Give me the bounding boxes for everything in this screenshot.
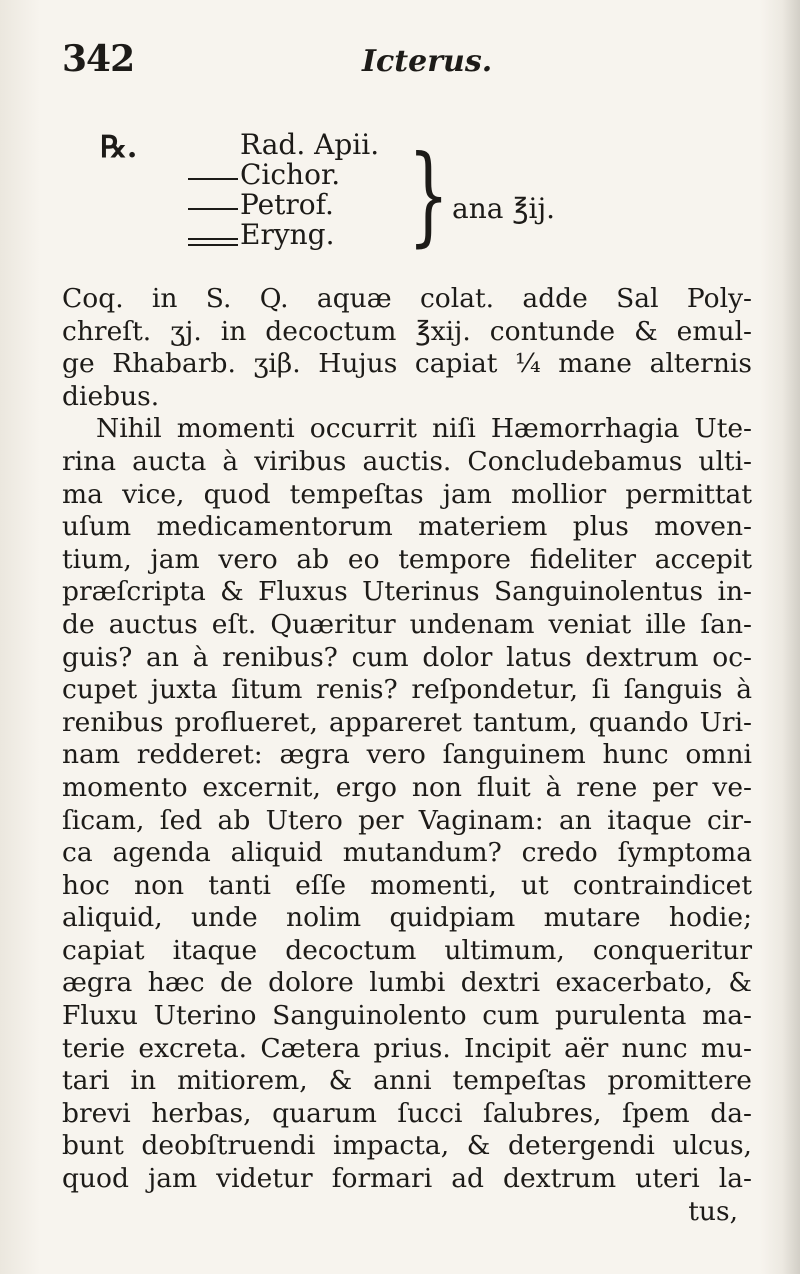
page-number: 342 — [62, 38, 135, 80]
ditto-dash — [188, 208, 238, 210]
recipe-quantity: ana ℥ij. — [452, 192, 556, 225]
text-line: chreſt. ʒj. in decoctum ℥xij. contunde & emul- — [62, 315, 752, 347]
ditto-dash — [188, 238, 238, 240]
text-line: tium, jam vero ab eo tempore fideliter accepit — [62, 543, 752, 575]
ditto-dash — [188, 244, 238, 246]
text-line: uſum medicamentorum materiem plus moven- — [62, 511, 752, 543]
text-line: tari in mitiorem, & anni tempeſtas promittere — [62, 1065, 752, 1097]
text-line: capiat itaque decoctum ultimum, conqueritur — [62, 934, 752, 966]
text-line: renibus proflueret, appareret tantum, quando Uri- — [62, 706, 752, 738]
text-line: ge Rhabarb. ʒiβ. Hujus capiat ¼ mane alternis — [62, 348, 752, 380]
text-line: quod jam videtur formari ad dextrum uteri la- — [62, 1163, 752, 1195]
text-line: terie excreta. Cætera prius. Incipit aër nunc mu- — [62, 1032, 752, 1064]
recipe-item: Petrof. — [240, 188, 334, 221]
recipe-item: Eryng. — [240, 218, 335, 251]
prescription-block — [100, 122, 620, 272]
running-head: Icterus. — [362, 44, 493, 79]
text-line: ſicam, ſed ab Utero per Vaginam: an itaque cir- — [62, 804, 752, 836]
recipe-item: Rad. Apii. — [240, 128, 380, 161]
text-line: momento excernit, ergo non fluit à rene per ve- — [62, 771, 752, 803]
text-line: Fluxu Uterino Sanguinolento cum purulenta ma- — [62, 1000, 752, 1032]
recipe-symbol: ℞. — [100, 130, 138, 165]
text-line: ma vice, quod tempeſtas jam mollior permittat — [62, 478, 752, 510]
text-line: diebus. — [62, 380, 160, 412]
recipe-item: Cichor. — [240, 158, 341, 191]
page-edge-shadow — [782, 0, 800, 1274]
text-line: cupet juxta ſitum renis? reſpondetur, ſi ſanguis à — [62, 674, 752, 706]
text-line: hoc non tanti eſſe momenti, ut contraindicet — [62, 869, 752, 901]
text-line: rina aucta à viribus auctis. Concludebamus ulti- — [62, 445, 752, 477]
text-line: de auctus eſt. Quæritur undenam veniat ille ſan- — [62, 608, 752, 640]
text-line: aliquid, unde nolim quidpiam mutare hodie; — [62, 902, 752, 934]
text-line: præſcripta & Fluxus Uterinus Sanguinolentus in- — [62, 576, 752, 608]
text-line: bunt deobſtruendi impacta, & detergendi ulcus, — [62, 1130, 752, 1162]
text-line: Coq. in S. Q. aquæ colat. adde Sal Poly- — [62, 283, 752, 314]
text-line: brevi herbas, quarum ſucci ſalubres, ſpem da- — [62, 1097, 752, 1129]
body-text — [62, 283, 752, 1228]
text-line: tus, — [688, 1195, 738, 1227]
text-line: nam redderet: ægra vero ſanguinem hunc omni — [62, 739, 752, 771]
text-line: guis? an à renibus? cum dolor latus dextrum oc- — [62, 641, 752, 673]
text-line: ægra hæc de dolore lumbi dextri exacerbato, & — [62, 967, 752, 999]
text-line: Nihil momenti occurrit niſi Hæmorrhagia Ute- — [96, 413, 752, 445]
ditto-dash — [188, 178, 238, 180]
page-header — [62, 38, 742, 88]
grouping-brace: } — [408, 133, 450, 258]
text-line: ca agenda aliquid mutandum? credo ſymptoma — [62, 837, 752, 869]
